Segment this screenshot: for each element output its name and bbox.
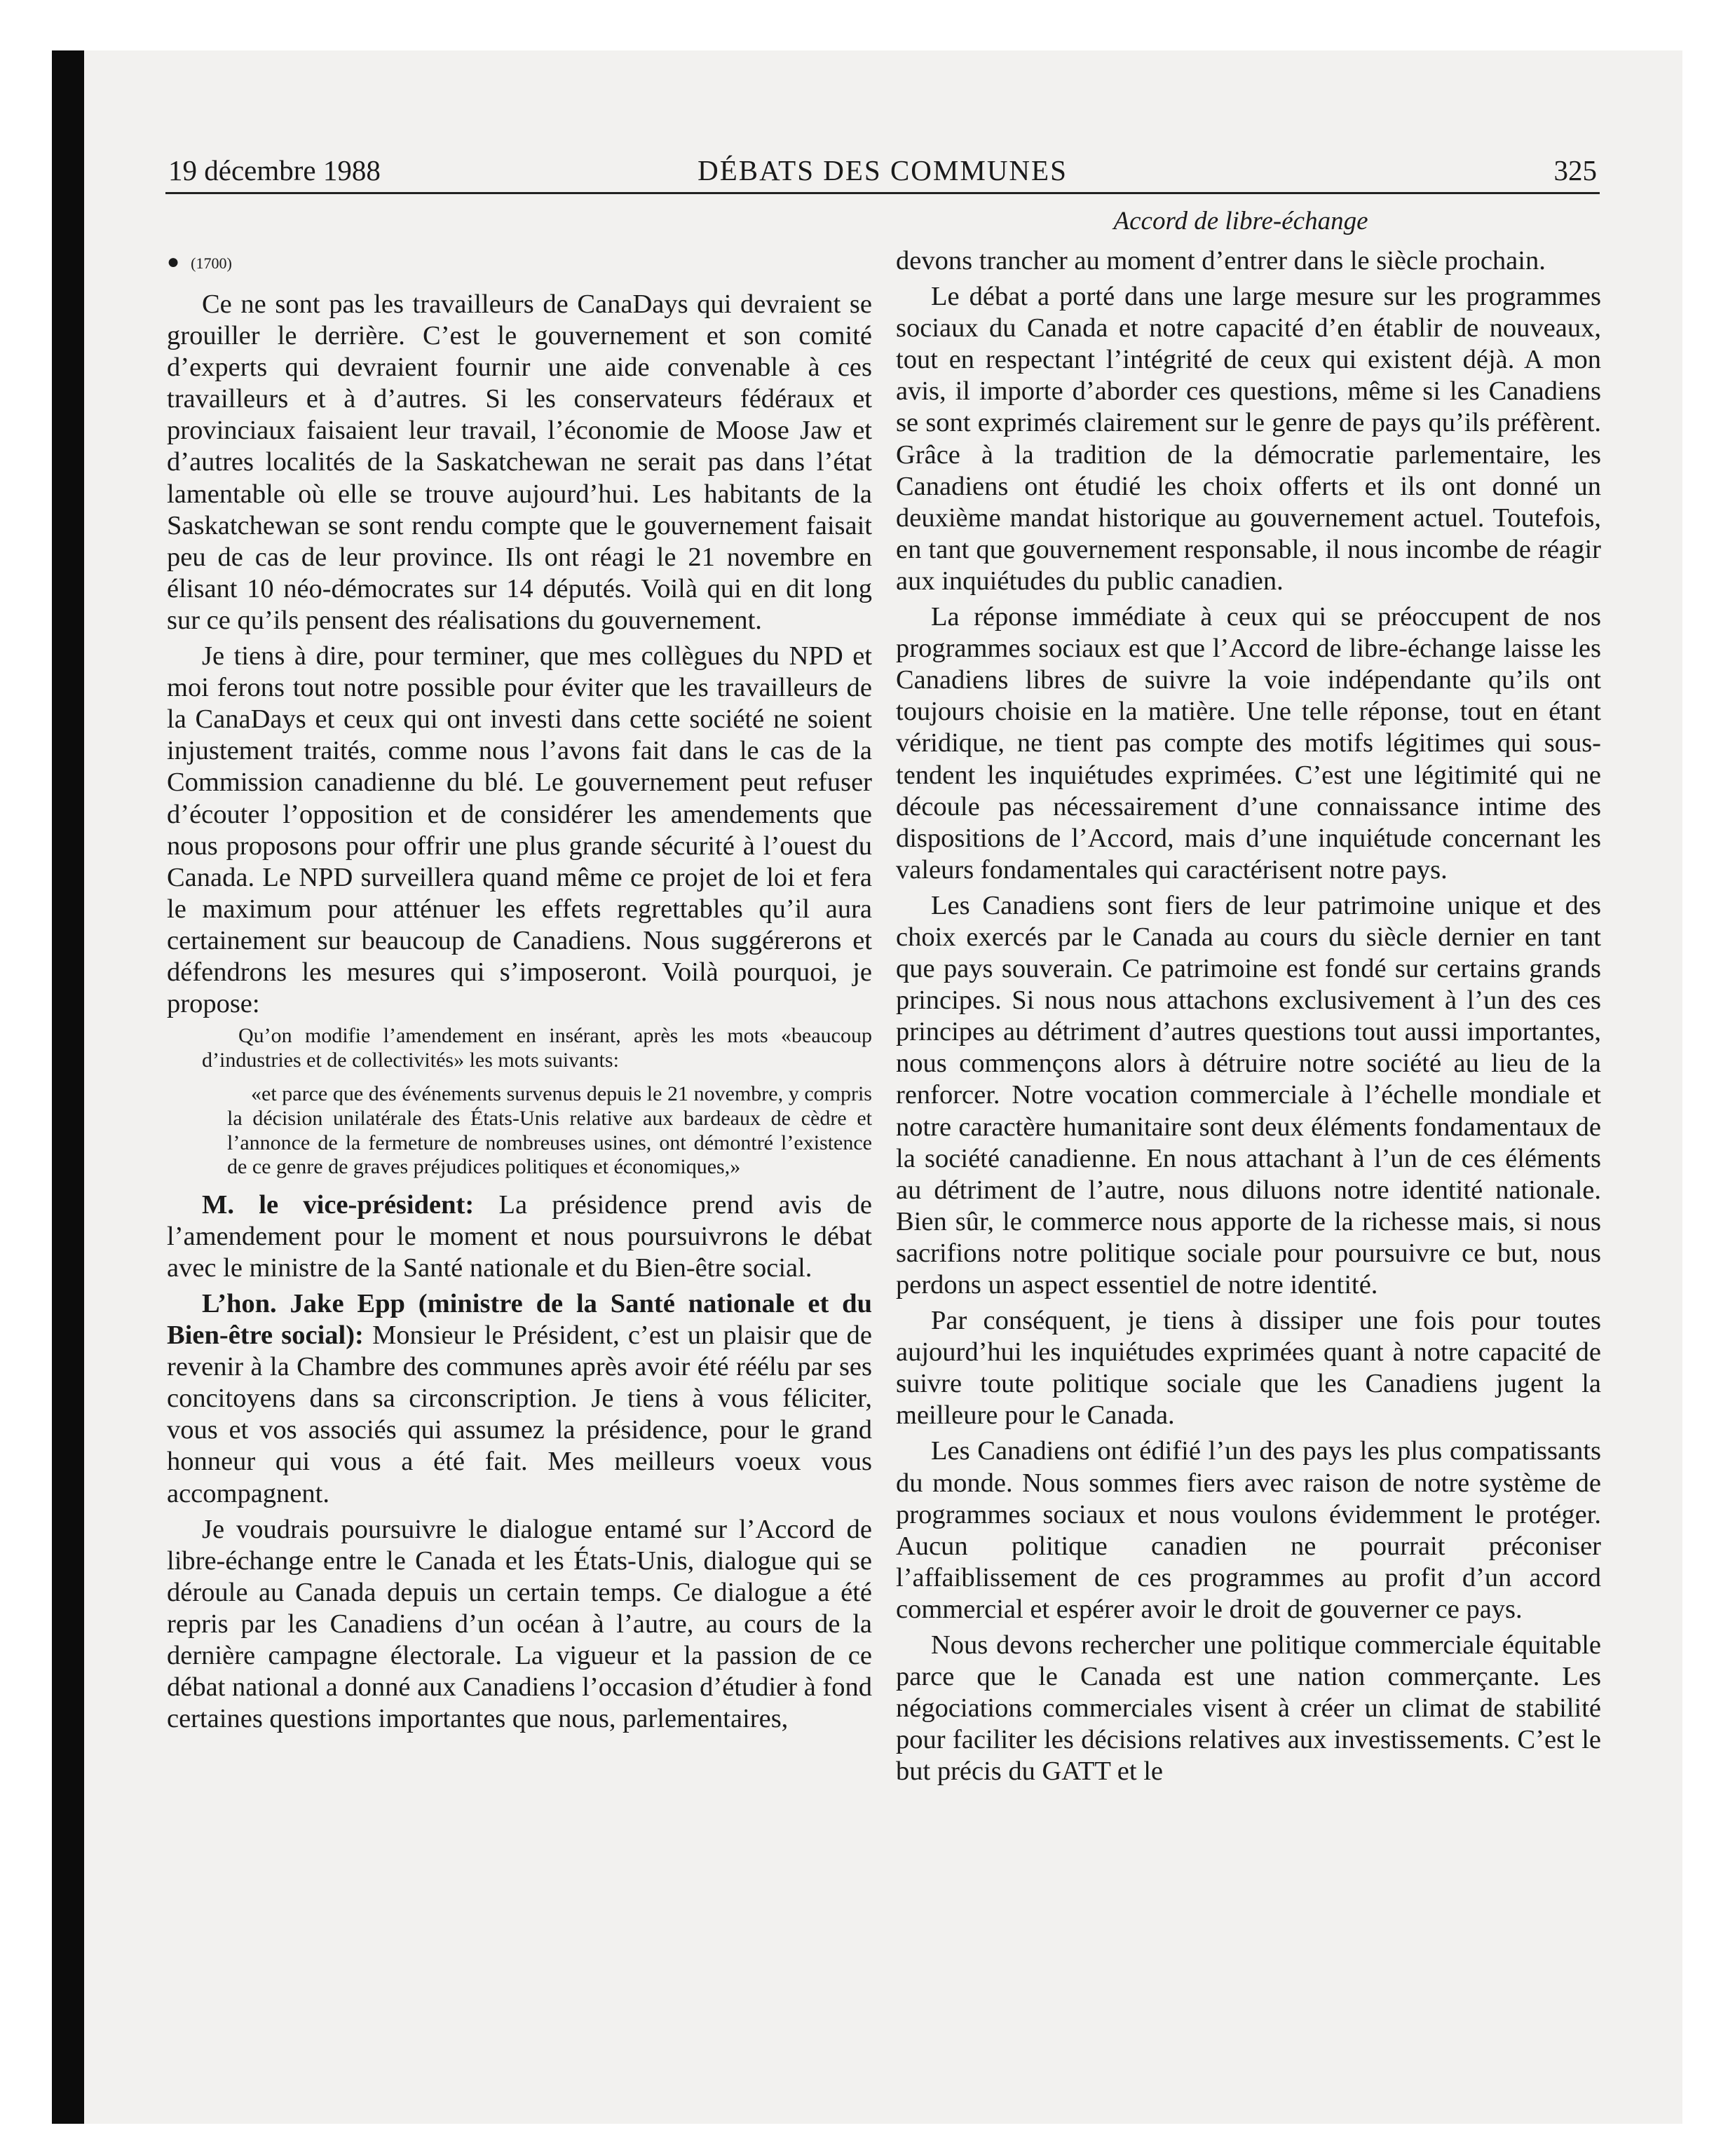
paragraph: Par conséquent, je tiens à dissiper une fois pour toutes aujourd’hui les inquiétudes exprimées quant à notre capacité de suivre toute politique sociale que les Canadiens jugent la meilleure pour le Canada. <box>896 1306 1601 1431</box>
header-title: DÉBATS DES COMMUNES <box>698 154 1068 186</box>
left-column <box>167 245 872 1739</box>
paragraph: Les Canadiens sont fiers de leur patrimoine unique et des choix exercés par le Canada au cours du siècle dernier en tant que pays souverain. Ce patrimoine est fondé sur certains grands principes. Si nous nous attachons exclusivement à l’un des ces principes au détriment d’autres questions tout aussi importantes, nous commençons alors à détruire notre société au lieu de la renforcer. Notre vocation commerciale à l’échelle mondiale et notre caractère humanitaire sont deux éléments fondamentaux de la société canadienne. En nous attachant à l’un de ces éléments au détriment de l’autre, nous diluons notre identité nationale. Bien sûr, le commerce nous apporte de la richesse mais, si nous sacrifions notre politique sociale pour poursuivre ce but, nous perdons un aspect essentiel de notre identité. <box>896 890 1601 1299</box>
speech-paragraph <box>167 1189 872 1284</box>
speech-text: La présidence prend avis de l’amendement pour le moment et nous poursuivrons le débat avec le ministre de la Santé nationale et du Bien-être social. <box>167 1189 872 1283</box>
page-number: 325 <box>1553 154 1597 186</box>
amendment-quote: «et parce que des événements survenus depuis le 21 novembre, y compris la décision unilatérale des États-Unis relative aux bardeaux de cèdre et l’annonce de la fermeture de nombreuses usines, ont démontré l’existence de ce genre de graves préjudices politiques et économiques,» <box>227 1082 872 1179</box>
paragraph: La réponse immédiate à ceux qui se préoccupent de nos programmes sociaux est que l’Accord de libre-échange laisse les Canadiens libres de suivre la voie indépendante qu’ils ont toujours choisie en la matière. Une telle réponse, tout en étant véridique, ne tient pas compte des motifs légitimes qui sous-tendent les inquiétudes exprimées. C’est une légitimité qui ne découle pas nécessairement d’une connaissance intime des dispositions de l’Accord, mais d’une inquiétude concernant les valeurs fondamentales qui caractérisent notre pays. <box>896 602 1601 885</box>
paragraph: Nous devons rechercher une politique commerciale équitable parce que le Canada est une nation commerçante. Les négociations commerciales visent à créer un climat de stabilité pour faciliter les décisions relatives aux investissements. C’est le but précis du GATT et le <box>896 1630 1601 1787</box>
header-date: 19 décembre 1988 <box>168 154 381 186</box>
paragraph-continuation: devons trancher au moment d’entrer dans le siècle prochain. <box>896 246 1546 275</box>
timestamp-text: (1700) <box>191 254 232 272</box>
motion-text: Qu’on modifie l’amendement en insérant, après les mots «beaucoup d’industries et de collectivités» les mots suivants: <box>202 1024 872 1072</box>
speech-paragraph <box>167 1288 872 1510</box>
paragraph: Ce ne sont pas les travailleurs de CanaDays qui devraient se grouiller le derrière. C’est le gouvernement et son comité d’experts qui devraient fournir une aide convenable à ces travailleurs et à d’autres. Si les conservateurs fédéraux et provinciaux faisaient leur travail, l’économie de Moose Jaw et d’autres localités de la Saskatchewan ne serait pas dans l’état lamentable où elle se trouve aujourd’hui. Les habitants de la Saskatchewan se sont rendu compte que le gouvernement faisait peu de cas de leur province. Ils ont réagi le 21 novembre en élisant 10 néo-démocrates sur 14 députés. Voilà qui en dit long sur ce qu’ils pensent des réalisations du gouvernement. <box>167 289 872 635</box>
paragraph: Le débat a porté dans une large mesure sur les programmes sociaux du Canada et notre capacité d’en établir de nouveaux, tout en respectant l’intégrité de ceux qui existent déjà. A mon avis, il importe d’aborder ces questions, même si les Canadiens se sont exprimés clairement sur le genre de pays qu’ils préfèrent. Grâce à la tradition de la démocratie parlementaire, les Canadiens ont étudié les choix offerts et ils ont donné un deuxième mandat historique au gouvernement actuel. Toutefois, en tant que gouvernement responsable, il nous incombe de réagir aux inquiétudes du public canadien. <box>896 282 1601 596</box>
speech-text: Monsieur le Président, c’est un plaisir que de revenir à la Chambre des communes après avoir été réélu par ses concitoyens dans sa circonscription. Je tiens à vous féliciter, vous et vos associés qui assumez la présidence, pour le grand honneur qui vous a été fait. Mes meilleurs voeux vous accompagnent. <box>167 1321 872 1508</box>
right-column <box>896 245 1601 1792</box>
paragraph: Je tiens à dire, pour terminer, que mes collègues du NPD et moi ferons tout notre possible pour éviter que les travailleurs de la CanaDays et ceux qui ont investi dans cette société ne soient injustement traités, comme nous l’avons fait dans le cas de la Commission canadienne du blé. Le gouvernement peut refuser d’écouter l’opposition et de considérer les amendements que nous proposons pour offrir une plus grande sécurité à l’ouest du Canada. Le NPD surveillera quand même ce projet de loi et fera le maximum pour atténuer les effets regrettables qu’il aura certainement sur beaucoup de Canadiens. Nous suggérerons et défendrons les mesures qui s’imposeront. Voilà pourquoi, je propose: <box>167 641 872 1019</box>
paragraph: Les Canadiens ont édifié l’un des pays les plus compatissants du monde. Nous sommes fiers avec raison de notre système de programmes sociaux et nous voulons évidemment le protéger. Aucun politique canadien ne pourrait préconiser l’affaiblissement de ces programmes au profit d’un accord commercial et espérer avoir le droit de gouverner ce pays. <box>896 1436 1601 1624</box>
paragraph: Je voudrais poursuivre le dialogue entamé sur l’Accord de libre-échange entre le Canada et les États-Unis, dialogue qui se déroule au Canada depuis un certain temps. Ce dialogue a été repris par les Canadiens d’un océan à l’autre, au cours de la dernière campagne électorale. La vigueur et la passion de ce débat national a donné aux Canadiens l’occasion d’étudier à fond certaines questions importantes que nous, parlementaires, <box>167 1514 872 1734</box>
page-header <box>165 153 1600 194</box>
timestamp <box>167 248 872 278</box>
scan-binding-edge <box>52 50 84 2124</box>
speaker-name: L’hon. Jake Epp (ministre de la Santé nationale et du Bien-être social): <box>167 1289 872 1351</box>
timestamp-bullet-icon: ● <box>167 250 180 273</box>
speaker-name: M. le vice-président: <box>202 1189 475 1220</box>
subject-heading: Accord de libre-échange <box>1113 207 1368 236</box>
